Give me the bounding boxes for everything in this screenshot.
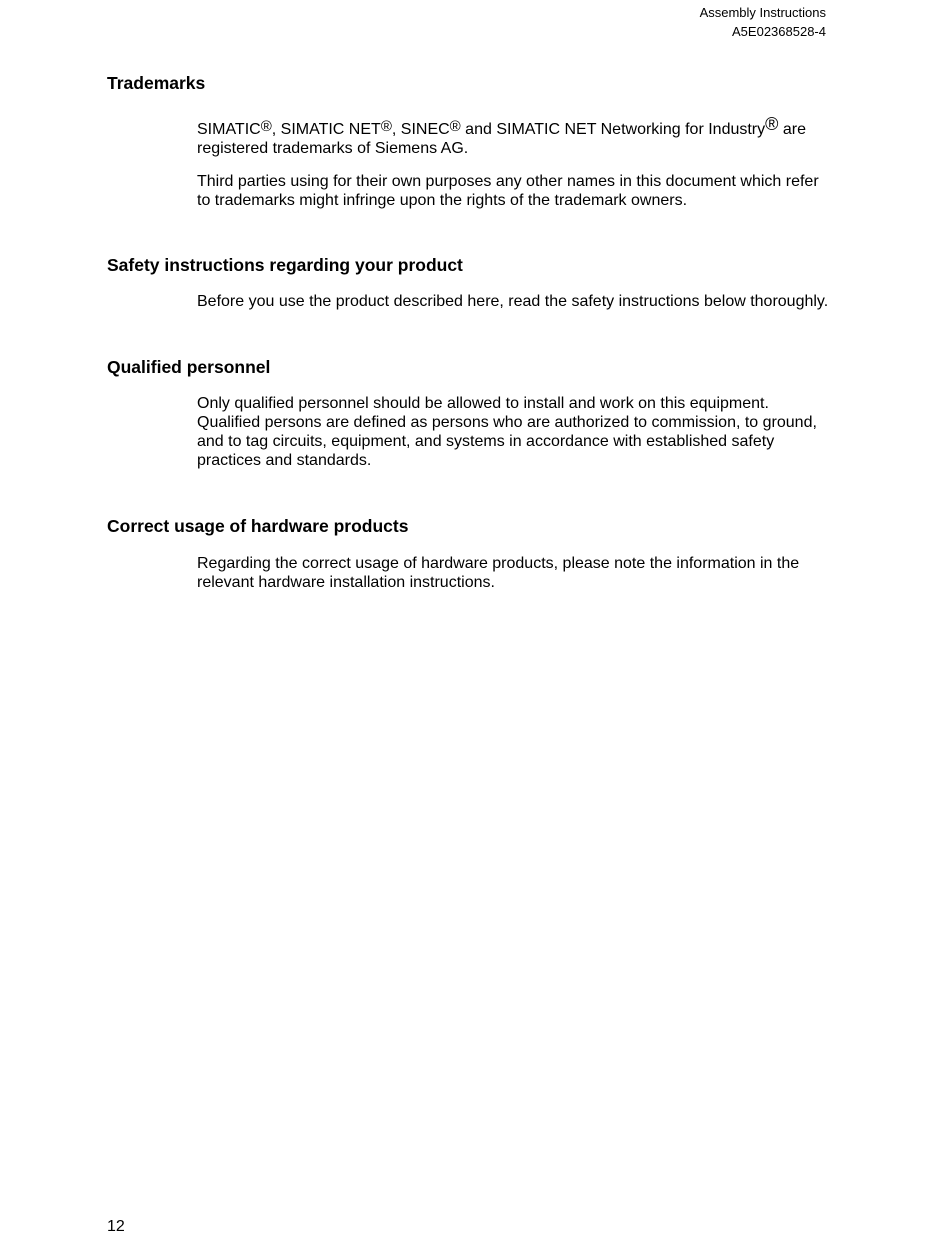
paragraph-line: Before you use the product described here, read the safety instructions below thoroughly.	[197, 293, 829, 310]
paragraph-line: to trademarks might infringe upon the rights of the trademark owners.	[197, 192, 688, 209]
paragraph-line: relevant hardware installation instructions.	[197, 574, 495, 591]
paragraph-line: and to tag circuits, equipment, and systems in accordance with established safety	[197, 433, 775, 450]
qualified-personnel-paragraph	[197, 394, 837, 470]
safety-paragraph	[197, 292, 837, 311]
trademarks-paragraph	[197, 115, 837, 158]
registered-trademark-symbol: ®	[380, 118, 392, 135]
paragraph-line: Qualified persons are defined as persons who are authorized to commission, to ground,	[197, 414, 817, 431]
section-heading-trademarks: Trademarks	[107, 73, 206, 93]
registered-trademark-symbol: ®	[260, 118, 272, 135]
paragraph-line: Only qualified personnel should be allowed to install and work on this equipment.	[197, 395, 769, 412]
correct-usage-paragraph	[197, 554, 837, 592]
paragraph-line: practices and standards.	[197, 452, 372, 469]
header-document-number: A5E02368528-4	[732, 24, 826, 39]
trademarks-line-1: SIMATIC®, SIMATIC NET®, SINEC® and SIMATIC NET Networking for Industry® are	[197, 114, 806, 138]
section-heading-safety-instructions: Safety instructions regarding your product	[107, 255, 463, 275]
paragraph-line: Third parties using for their own purposes any other names in this document which refer	[197, 173, 819, 190]
header-document-type: Assembly Instructions	[699, 5, 826, 20]
trademarks-line-2: registered trademarks of Siemens AG.	[197, 140, 469, 157]
third-parties-paragraph	[197, 172, 837, 210]
page-number: 12	[107, 1218, 125, 1235]
section-heading-qualified-personnel: Qualified personnel	[107, 357, 271, 377]
registered-trademark-symbol: ®	[449, 118, 461, 135]
paragraph-line: Regarding the correct usage of hardware products, please note the information in the	[197, 555, 800, 572]
registered-trademark-symbol: ®	[765, 114, 779, 134]
section-heading-correct-usage: Correct usage of hardware products	[107, 516, 409, 536]
running-header	[700, 3, 826, 41]
